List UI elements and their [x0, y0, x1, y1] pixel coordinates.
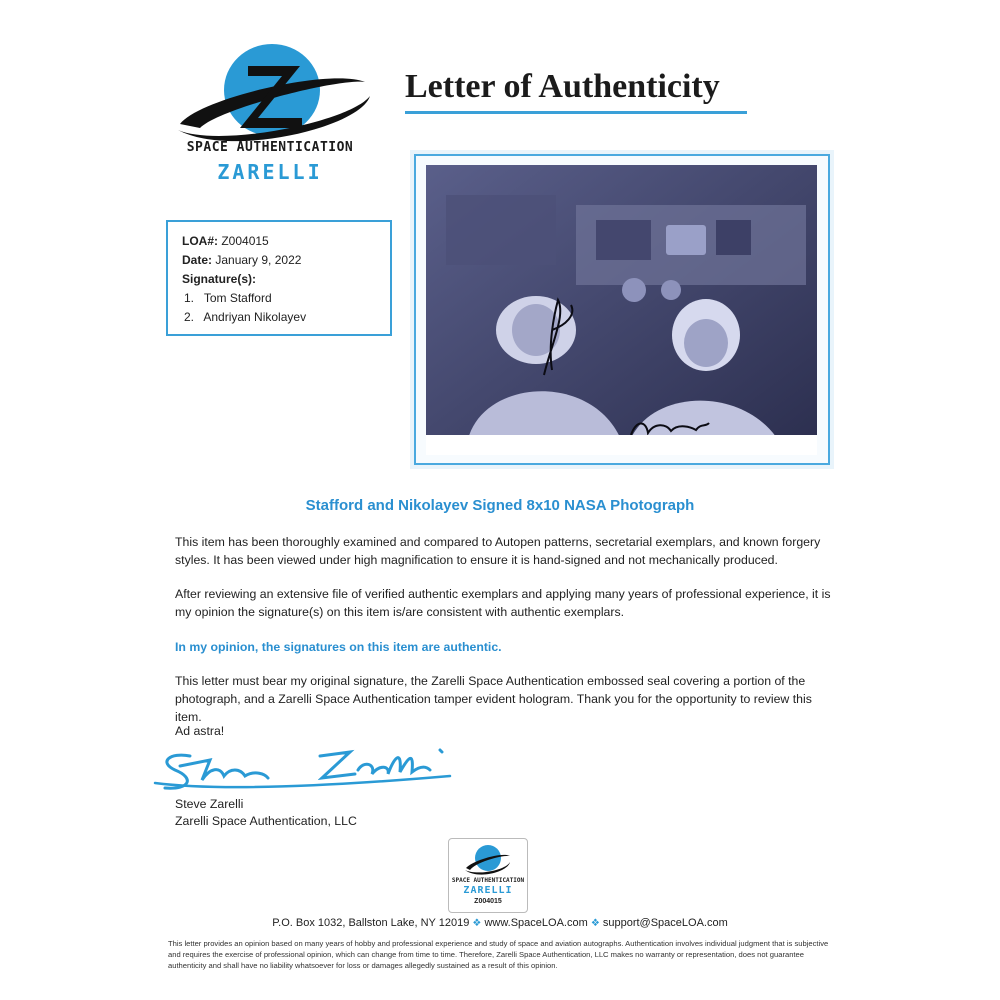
separator-icon: ❖: [590, 918, 600, 929]
website-link[interactable]: www.SpaceLOA.com: [484, 917, 588, 929]
loa-label: LOA#:: [182, 234, 218, 248]
signatures-heading: [182, 270, 376, 289]
logo-line-2: ZARELLI: [217, 160, 323, 184]
email-link[interactable]: support@SpaceLOA.com: [602, 917, 728, 929]
date-value: January 9, 2022: [215, 253, 302, 267]
separator-icon: ❖: [472, 918, 482, 929]
signature-item: [182, 308, 376, 327]
signer-name: Steve Zarelli: [175, 797, 244, 811]
signature-name: Tom Stafford: [203, 291, 272, 305]
logo-line-1: SPACE AUTHENTICATION: [186, 140, 354, 155]
signatures-label: Signature(s):: [182, 272, 257, 286]
page-title: Letter of Authenticity: [405, 68, 720, 105]
paragraph-requirements: This letter must bear my original signature, the Zarelli Space Authentication embossed seal covering a portion of the photograph, and a Zarelli Space Authentication tamper evident hologram. Thank you for the opportunity to review this item.: [175, 674, 812, 724]
signed-photograph: [426, 165, 817, 455]
title-underline: [405, 111, 747, 114]
hologram-serial: Z004015: [474, 898, 502, 905]
footer-address: [0, 917, 1000, 929]
hologram-logo: [462, 842, 512, 878]
postal-address: P.O. Box 1032, Ballston Lake, NY 12019: [272, 917, 470, 929]
loa-value: Z004015: [221, 234, 269, 248]
closing-line: Ad astra!: [175, 724, 225, 738]
signature-number: 2.: [184, 310, 195, 324]
date-label: Date:: [182, 253, 213, 267]
date-row: [182, 251, 376, 270]
signature-name: Andriyan Nikolayev: [203, 310, 307, 324]
signer-company: Zarelli Space Authentication, LLC: [175, 814, 357, 828]
loa-row: [182, 232, 376, 251]
signature-item: [182, 289, 376, 308]
handwritten-signature: [150, 738, 470, 798]
hologram-line-2: ZARELLI: [463, 885, 513, 896]
loa-info-box: [166, 220, 392, 336]
paragraph-examination: This item has been thoroughly examined and compared to Autopen patterns, secretarial exemplars, and known forgery styles. It has been viewed under high magnification to ensure it is hand-signed and not mechanically produced.: [175, 535, 821, 567]
paragraph-verdict: In my opinion, the signatures on this item are authentic.: [175, 640, 502, 654]
item-title: Stafford and Nikolayev Signed 8x10 NASA Photograph: [305, 497, 695, 514]
paragraph-opinion: After reviewing an extensive file of verified authentic exemplars and applying many years of professional experience, it is my opinion the signature(s) on this item is/are consistent with authentic exemplars.: [175, 587, 831, 619]
legal-disclaimer: This letter provides an opinion based on many years of hobby and professional experience and study of space and aviation autographs. Authentication involves individual judgment that is subjective and requires the exercise of professional opinion, which can change from time to time. Therefore, Zarelli Space Authentication, LLC makes no warranty or representation, does not guarantee authenticity and shall have no liability whatsoever for loss or damages allegedly sustained as a result of this opinion.: [168, 939, 829, 970]
hologram-line-1: SPACE AUTHENTICATION: [451, 877, 525, 884]
signature-number: 1.: [184, 291, 195, 305]
